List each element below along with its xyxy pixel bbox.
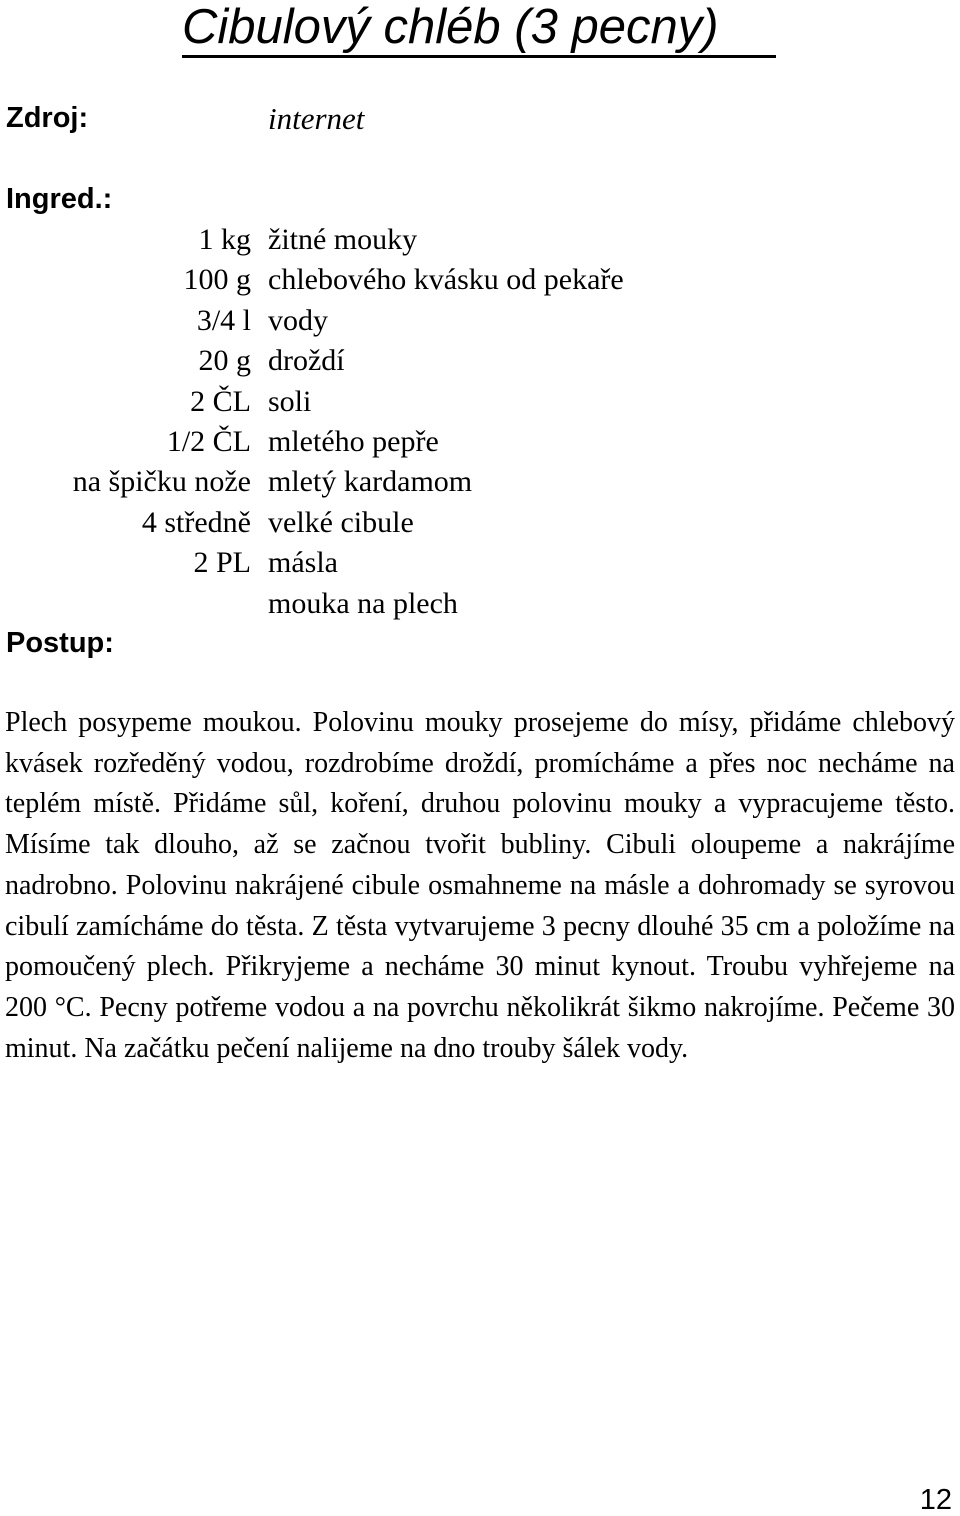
ingredient-name: másla: [268, 546, 338, 580]
ingredient-quantity: 3/4 l: [196, 303, 251, 337]
ingredients-label: Ingred.:: [6, 183, 113, 215]
ingredient-name: mouka na plech: [268, 586, 458, 620]
ingredient-row: [0, 543, 960, 583]
ingredient-row: [0, 220, 960, 260]
ingredient-row: [0, 260, 960, 300]
ingredient-name: droždí: [268, 344, 345, 378]
source-label: Zdroj:: [6, 102, 89, 134]
ingredient-name: vody: [268, 303, 328, 337]
ingredient-name: mletý kardamom: [268, 465, 473, 499]
procedure-text: Plech posypeme moukou. Polovinu mouky prosejeme do mísy, přidáme chlebový kvásek rozředěný vodou, rozdrobíme droždí, promícháme a přes noc necháme na teplém místě. Přidáme sůl, koření, druhou polovinu mouky a vypracujeme těsto. Mísíme tak dlouho, až se začnou tvořit bubliny. Cibuli oloupeme a nakrájíme nadrobno. Polovinu nakrájené cibule osmahneme na másle a dohromady se syrovou cibulí zamícháme do těsta. Z těsta vytvarujeme 3 pecny dlouhé 35 cm a položíme na pomoučený plech. Přikryjeme a necháme 30 minut kynout. Troubu vyhřejeme na 200 °C. Pecny potřeme vodou a na povrchu několikrát šikmo nakrojíme. Pečeme 30 minut. Na začátku pečení nalijeme na dno trouby šálek vody.: [5, 707, 955, 1064]
ingredient-name: mletého pepře: [268, 424, 439, 458]
ingredient-name: soli: [268, 384, 312, 418]
ingredient-quantity: na špičku nože: [72, 465, 251, 499]
ingredient-row: [0, 382, 960, 422]
ingredient-name: žitné mouky: [268, 223, 418, 256]
ingredient-quantity: 20 g: [198, 344, 251, 378]
ingredient-quantity: 2 PL: [193, 546, 251, 580]
source-value: internet: [268, 101, 365, 136]
page-number: 12: [919, 1484, 952, 1516]
ingredient-quantity: 100 g: [183, 263, 251, 297]
ingredient-quantity: 2 ČL: [190, 384, 251, 418]
ingredient-quantity: 1 kg: [198, 223, 251, 256]
ingredient-quantity: 1/2 ČL: [166, 424, 251, 458]
ingredient-quantity: 4 středně: [141, 505, 251, 539]
ingredient-row: [0, 341, 960, 381]
ingredient-row: [0, 462, 960, 502]
ingredients-list: [0, 220, 960, 624]
ingredient-row: [0, 422, 960, 462]
ingredient-name: velké cibule: [268, 505, 414, 539]
ingredient-row: [0, 301, 960, 341]
ingredient-row: [0, 503, 960, 543]
recipe-title: Cibulový chléb (3 pecny): [182, 0, 776, 58]
ingredient-row: [0, 584, 960, 624]
ingredient-name: chlebového kvásku od pekaře: [268, 263, 624, 297]
procedure-label: Postup:: [6, 627, 114, 659]
